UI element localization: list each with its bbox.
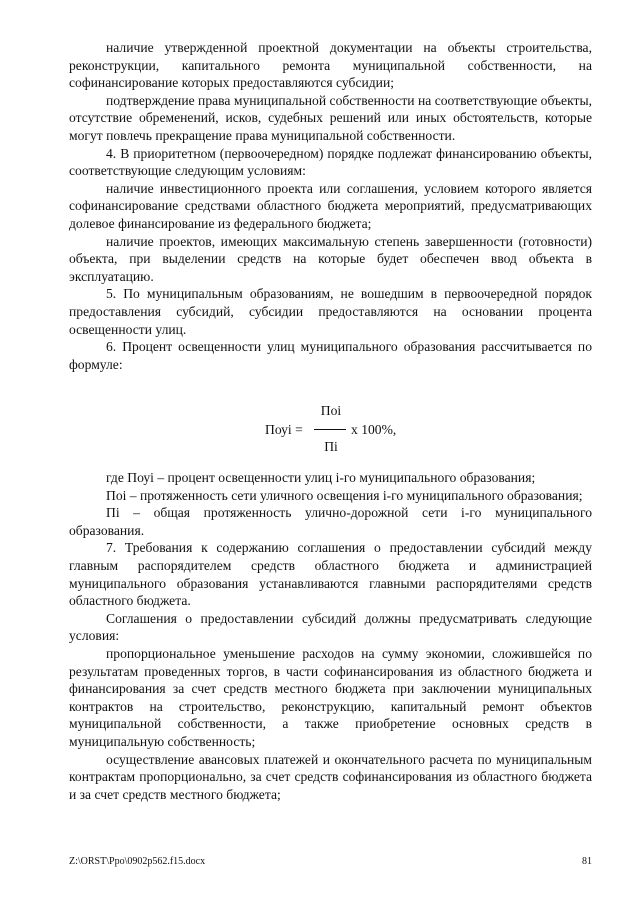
fraction-bar (314, 429, 346, 430)
formula (265, 402, 425, 452)
paragraph: 7. Требования к содержанию соглашения о предоставлении субсидий между главным распорядителем средств областного бюджета и администрацией муниципального образования устанавливаются главными распорядителями средств областного бюджета. (69, 540, 592, 609)
footer-page-number: 81 (582, 856, 592, 867)
paragraph: наличие проектов, имеющих максимальную степень завершенности (готовности) объекта, при выделении средств на которые будет обеспечен ввод объекта в эксплуатацию. (69, 233, 592, 284)
paragraph: Пi – общая протяженность улично-дорожной сети i-го муниципального образования. (69, 505, 592, 538)
formula-rhs: x 100%, (351, 422, 397, 437)
paragraph: Соглашения о предоставлении субсидий должны предусматривать следующие условия: (69, 610, 592, 644)
paragraph: где Поуi – процент освещенности улиц i-го муниципального образования; (106, 470, 536, 485)
paragraph: подтверждение права муниципальной собственности на соответствующие объекты, отсутствие обременений, исков, судебных решений или иных обстоятельств, которые могут повлечь прекращение права муниципальной собственности. (69, 92, 592, 143)
paragraph: наличие утвержденной проектной документации на объекты строительства, реконструкции, капитального ремонта муниципальной собственности, на софинансирование которых предоставляются субсидии; (69, 40, 592, 91)
paragraph: осуществление авансовых платежей и окончательного расчета по муниципальным контрактам пропорционально, за счет средств софинансирования из областного бюджета и за счет средств местного бюджета; (69, 751, 592, 802)
paragraph: наличие инвестиционного проекта или соглашения, условием которого является софинансирование средствами областного бюджета мероприятий, предусматривающих долевое финансирование из федерального бюджета; (69, 180, 592, 231)
paragraph: 4. В приоритетном (первоочередном) порядке подлежат финансированию объекты, соответствующие следующим условиям: (69, 145, 592, 179)
paragraph: 5. По муниципальным образованиям, не вошедшим в первоочередной порядок предоставления субсидий, субсидии предоставляются на основании процента освещенности улиц. (69, 286, 592, 337)
formula-denominator: Пi (324, 439, 338, 454)
footer-file-path: Z:\ORST\Ppo\0902p562.f15.docx (69, 856, 206, 867)
formula-numerator: Поi (320, 403, 342, 418)
document-body-bottom (69, 469, 592, 803)
document-body-top (69, 39, 592, 373)
paragraph: 6. Процент освещенности улиц муниципального образования рассчитывается по формуле: (69, 339, 592, 372)
paragraph: Поi – протяженность сети уличного освещения i-го муниципального образования; (106, 487, 583, 503)
formula-lhs: Поуi = (265, 422, 303, 437)
paragraph: пропорциональное уменьшение расходов на сумму экономии, сложившейся по результатам проведенных торгов, в части софинансирования из областного бюджета и финансирования за счет средств местного бюджета при заключении муниципальных контрактов на строительство, реконструкцию, капитальный ремонт объектов муниципальной собственности, а также приобретение основных средств в муниципальную собственность; (69, 645, 592, 749)
